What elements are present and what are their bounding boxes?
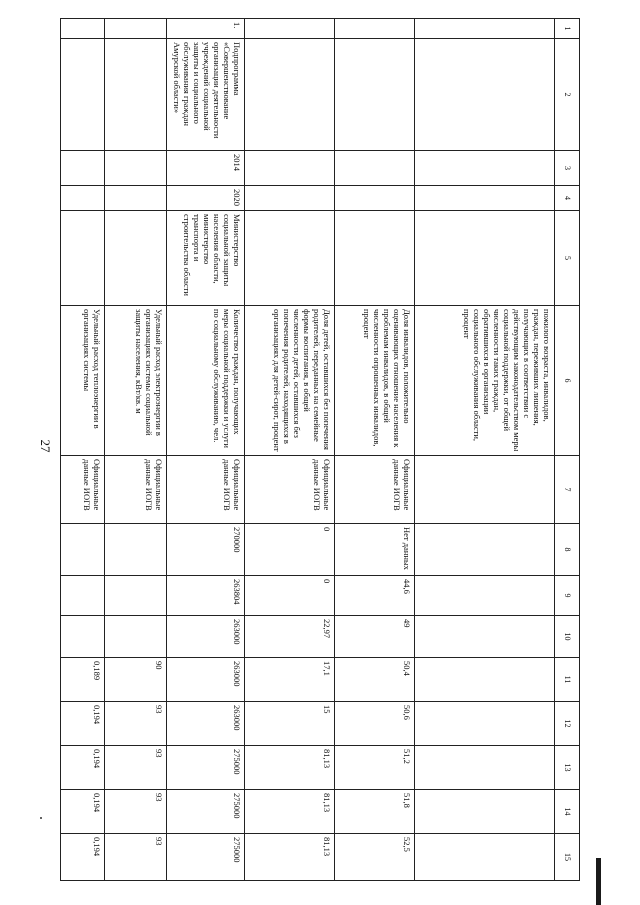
cell-col-10 [415,616,555,658]
cell-col-3 [245,151,335,186]
cell-col-10: 22,97 [245,616,335,658]
column-header-15: 15 [555,834,580,881]
cell-col-14: 93 [105,790,167,834]
cell-col-8: 0 [245,524,335,576]
column-header-2: 2 [555,39,580,151]
cell-col-9: 44,6 [335,576,415,616]
cell-col-14: 51,8 [335,790,415,834]
cell-col-2 [61,39,105,151]
cell-col-1 [245,19,335,39]
cell-col-15: 0,194 [61,834,105,881]
cell-col-9: 263804 [167,576,245,616]
scan-edge-mark [596,858,601,905]
cell-col-1 [105,19,167,39]
cell-col-15: 93 [105,834,167,881]
cell-col-3 [61,151,105,186]
cell-col-8 [61,524,105,576]
cell-col-14: 81,13 [245,790,335,834]
cell-col-9 [61,576,105,616]
cell-col-9: 0 [245,576,335,616]
cell-col-6: Количество граждан, получающих меры социальной поддержки и услуги по социальному обслуживанию, чел. [167,306,245,456]
column-header-3: 3 [555,151,580,186]
column-header-8: 8 [555,524,580,576]
page-number: 27 [38,439,53,453]
cell-col-12 [415,702,555,746]
cell-col-4 [105,186,167,211]
cell-col-5 [105,211,167,306]
cell-col-1: 1. [167,19,245,39]
cell-col-10: 263000 [167,616,245,658]
cell-col-9 [105,576,167,616]
column-header-14: 14 [555,790,580,834]
table-row [335,19,415,881]
cell-col-13: 81,13 [245,746,335,790]
cell-col-11: 90 [105,658,167,702]
cell-col-1 [61,19,105,39]
table-wrapper [81,18,580,880]
cell-col-6: Доля детей, оставшихся без попечения родителей, переданных на семейные формы воспитания, в общей численности детей, оставшихся без попечения родителей, находящихся в организациях для детей-сирот, процент [245,306,335,456]
column-header-6: 6 [555,306,580,456]
cell-col-5 [415,211,555,306]
table-row [245,19,335,881]
table-row [61,19,105,881]
cell-col-11 [415,658,555,702]
cell-col-4 [335,186,415,211]
cell-col-15: 52,5 [335,834,415,881]
cell-col-13 [415,746,555,790]
cell-col-14: 275000 [167,790,245,834]
cell-col-8 [415,524,555,576]
cell-col-8: 270000 [167,524,245,576]
cell-col-15 [415,834,555,881]
cell-col-4 [415,186,555,211]
cell-col-6: пожилого возраста, инвалидов, граждан, переживших лишения, получающих в соответствии с действующим законодательством меры социальной поддержки, от общей численности таких граждан, обратившихся в организации социального обслуживания области, процент [415,306,555,456]
cell-col-1 [335,19,415,39]
cell-col-13: 275000 [167,746,245,790]
cell-col-12: 15 [245,702,335,746]
cell-col-8: Нет данных [335,524,415,576]
column-header-12: 12 [555,702,580,746]
cell-col-13: 93 [105,746,167,790]
cell-col-3 [335,151,415,186]
cell-col-2 [415,39,555,151]
indicators-table [60,18,580,881]
cell-col-7: Официальные данные ИОГВ [61,456,105,524]
cell-col-4: 2020 [167,186,245,211]
cell-col-7: Официальные данные ИОГВ [105,456,167,524]
cell-col-9 [415,576,555,616]
cell-col-8 [105,524,167,576]
column-header-5: 5 [555,211,580,306]
cell-col-13: 0,194 [61,746,105,790]
cell-col-4 [245,186,335,211]
column-header-7: 7 [555,456,580,524]
scan-dot [40,817,42,819]
cell-col-11: 50,4 [335,658,415,702]
cell-col-5: Министерство социальной защиты населения области, министерство транспорта и строительства области [167,211,245,306]
table-row [415,19,555,881]
cell-col-13: 51,2 [335,746,415,790]
cell-col-5 [335,211,415,306]
cell-col-2 [335,39,415,151]
cell-col-10: 49 [335,616,415,658]
column-header-10: 10 [555,616,580,658]
cell-col-11: 0,189 [61,658,105,702]
cell-col-12: 263000 [167,702,245,746]
cell-col-3: 2014 [167,151,245,186]
cell-col-15: 275000 [167,834,245,881]
cell-col-3 [415,151,555,186]
cell-col-14: 0,194 [61,790,105,834]
cell-col-5 [61,211,105,306]
cell-col-2 [245,39,335,151]
table-body [61,19,555,881]
cell-col-7 [415,456,555,524]
cell-col-11: 17,1 [245,658,335,702]
cell-col-12: 93 [105,702,167,746]
cell-col-3 [105,151,167,186]
cell-col-14 [415,790,555,834]
cell-col-5 [245,211,335,306]
table-row [105,19,167,881]
column-header-13: 13 [555,746,580,790]
cell-col-7: Официальные данные ИОГВ [335,456,415,524]
cell-col-12: 50,6 [335,702,415,746]
cell-col-15: 81,13 [245,834,335,881]
cell-col-6: Удельный расход электроэнергии в организациях системы социальной защиты населения, кВт/кв. м [105,306,167,456]
column-header-9: 9 [555,576,580,616]
column-header-11: 11 [555,658,580,702]
cell-col-7: Официальные данные ИОГВ [167,456,245,524]
column-header-1: 1 [555,19,580,39]
cell-col-7: Официальные данные ИОГВ [245,456,335,524]
cell-col-12: 0,194 [61,702,105,746]
cell-col-6: Удельный расход теплоэнергии в организациях системы [61,306,105,456]
cell-col-11: 263000 [167,658,245,702]
table-row [167,19,245,881]
cell-col-1 [415,19,555,39]
cell-col-4 [61,186,105,211]
header-row [555,19,580,881]
cell-col-10 [61,616,105,658]
cell-col-2 [105,39,167,151]
cell-col-6: Доля инвалидов, положительно оценивающих отношение населения к проблемам инвалидов, в общей численности опрошенных инвалидов, процент [335,306,415,456]
cell-col-10 [105,616,167,658]
column-header-4: 4 [555,186,580,211]
cell-col-2: Подпрограмма «Совершенствование организации деятельности учреждений социальной защиты и социального обслуживания граждан Амурской области» [167,39,245,151]
rotated-table-container [81,18,580,880]
